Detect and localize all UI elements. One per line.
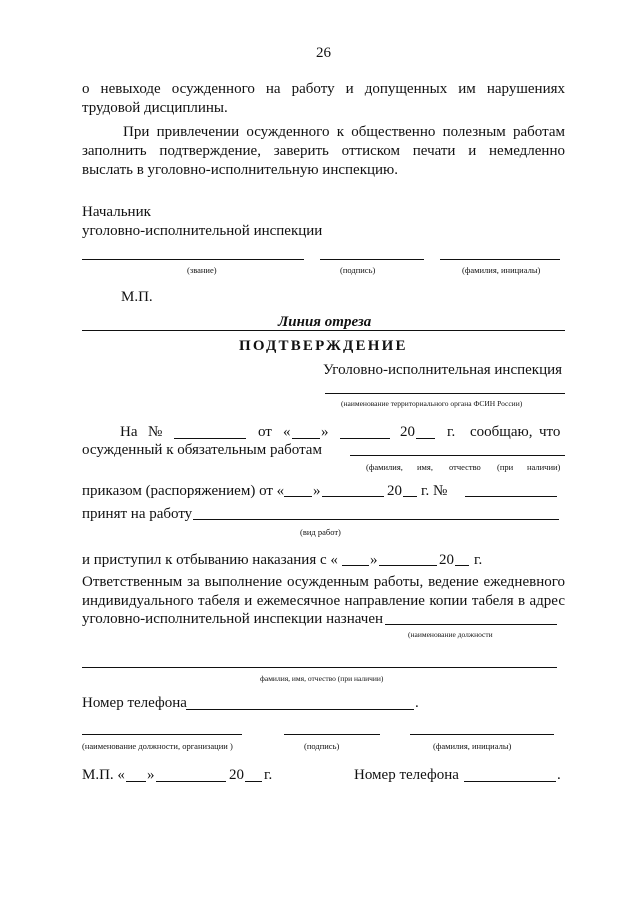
caption-name-initials: (фамилия, инициалы) [462,265,541,275]
caption-name-initials-2: (фамилия, инициалы) [433,741,512,751]
start-quote-close: » [370,552,378,568]
seal-g: г. [264,767,273,783]
caption-fio-full: фамилия, имя, отчество (при наличии) [260,674,384,683]
seal-quote-close: » [147,767,155,783]
ref-ot: от [258,424,272,440]
seal-label: М.П. [121,289,153,305]
phone-dot: . [415,695,419,711]
ref-report: сообщаю, [470,424,533,440]
start-label: и приступил к отбыванию наказания с « [82,552,338,568]
name-line [440,259,560,260]
org-line [82,734,242,735]
phone2-line [464,781,556,782]
intro-para-line-2: заполнить подтверждение, заверить оттиском печати и немедленно [82,143,565,159]
start-g: г. [474,552,483,568]
seal-year-line [245,781,262,782]
start-year: 20 [439,552,454,568]
caption-fio-5: наличии) [527,462,561,472]
ref-quote-close: » [321,424,329,440]
caption-work-type: (вид работ) [300,527,341,537]
caption-signature: (подпись) [340,265,376,275]
caption-fio-2: имя, [417,462,433,472]
order-label: приказом (распоряжением) от « [82,483,285,499]
caption-fio-3: отчество [449,462,481,472]
convict-label: осужденный к обязательным работам [82,442,322,458]
resp-line-1: Ответственным за выполнение осужденным работы, ведение ежедневного [82,574,565,590]
order-day-line [284,496,312,497]
caption-recipient: (наименование территориального органа ФСИН России) [341,399,523,408]
head-title-line-1: Начальник [82,204,151,220]
sign-line [320,259,424,260]
order-quote-close: » [313,483,321,499]
resp-line-3: уголовно-исполнительной инспекции назначен [82,611,384,627]
start-day-line [342,565,369,566]
seal-day-line [126,781,146,782]
caption-rank: (звание) [187,265,217,275]
caption-fio-4: (при [497,462,514,472]
order-year: 20 [387,483,402,499]
ref-g: г. [447,424,456,440]
cut-line-label: Линия отреза [278,314,372,330]
seal-month-line [156,781,226,782]
order-number-line [465,496,557,497]
caption-org: (наименование должности, организации ) [82,741,233,751]
intro-para-line-3: выслать в уголовно-исполнительную инспекцию. [82,162,398,178]
recipient-line [325,393,565,394]
caption-signature-2: (подпись) [304,741,340,751]
sign2-line [284,734,380,735]
ref-month-line [340,438,390,439]
rank-line [82,259,304,260]
resp-line-2: индивидуального табеля и ежемесячное направление копии табеля в адрес [82,593,565,609]
ref-day-line [292,438,320,439]
head-title-line-2: уголовно-исполнительной инспекции [82,223,323,239]
phone2-dot: . [557,767,561,783]
phone2-label: Номер телефона [354,767,459,783]
confirmation-heading: ПОДТВЕРЖДЕНИЕ [239,338,408,354]
ref-year-line [416,438,435,439]
seal-year: 20 [229,767,244,783]
work-type-line [193,519,559,520]
caption-fio-1: (фамилия, [366,462,403,472]
recipient-label: Уголовно-исполнительная инспекция [323,362,563,378]
fio-full-line [82,667,557,668]
start-month-line [379,565,437,566]
order-month-line [322,496,384,497]
caption-position: (наименование должности [408,630,493,639]
intro-para-line-1: При привлечении осужденного к общественно полезным работам [123,124,565,140]
cut-line [82,330,565,331]
order-year-line [403,496,417,497]
phone-label: Номер телефона [82,695,187,711]
page-number: 26 [316,45,331,61]
ref-chto: что [539,424,561,440]
ref-na: На [120,424,138,440]
start-year-line [455,565,469,566]
convict-name-line [350,455,565,456]
ref-quote-open: « [283,424,291,440]
phone-line [186,709,414,710]
ref-year: 20 [400,424,415,440]
position-line [385,624,557,625]
intro-line-2: трудовой дисциплины. [82,100,228,116]
ref-number-line [174,438,246,439]
seal-mp: М.П. « [82,767,125,783]
order-g-number: г. № [421,483,448,499]
name2-line [410,734,554,735]
ref-number-sign: № [148,424,163,440]
intro-line-1: о невыходе осужденного на работу и допущенных им нарушениях [82,81,565,97]
hired-label: принят на работу [82,506,193,522]
